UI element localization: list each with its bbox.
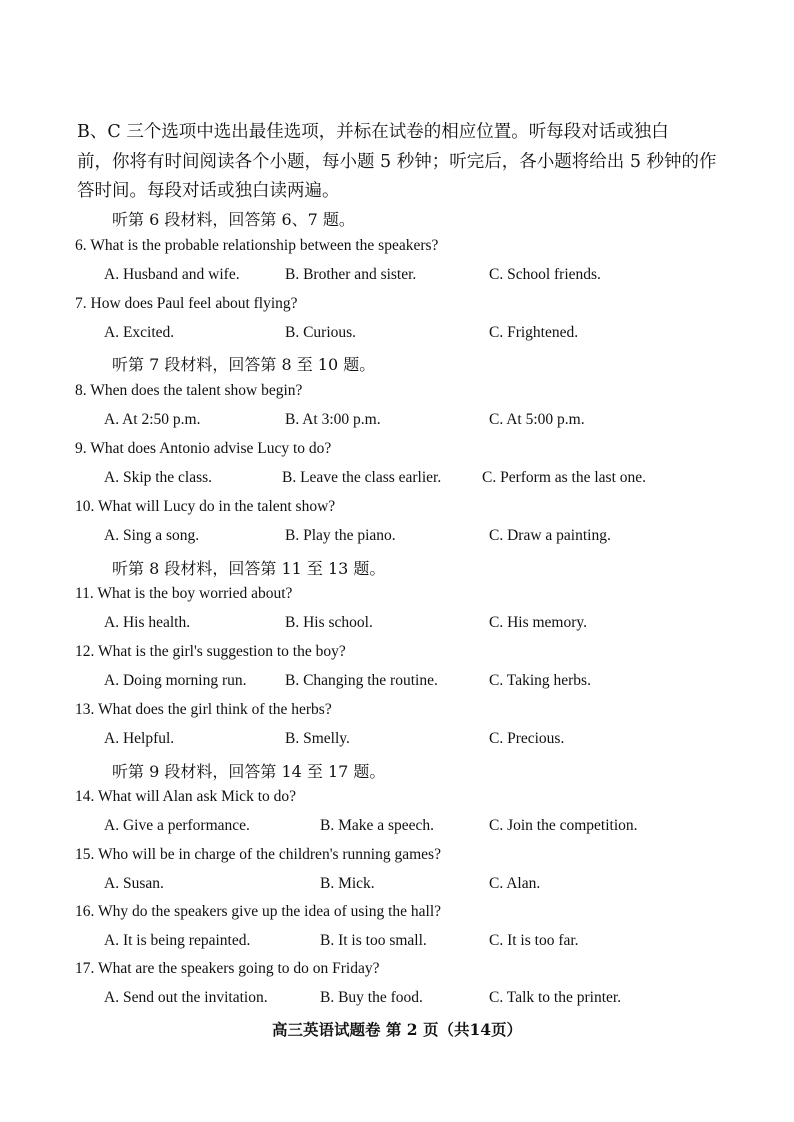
instruction-line: 答时间。每段对话或独白读两遍。 (77, 181, 340, 201)
option-b[interactable]: B. Play the piano. (285, 527, 396, 544)
question-number: 7. (75, 295, 87, 312)
question-number: 12. (75, 643, 95, 660)
question-13 (75, 701, 332, 719)
option-a[interactable]: A. Excited. (104, 324, 175, 341)
option-a[interactable]: A. Sing a song. (104, 527, 200, 544)
option-a[interactable]: A. Husband and wife. (104, 266, 240, 283)
question-text: How does Paul feel about flying? (90, 295, 298, 312)
option-b[interactable]: B. His school. (285, 614, 373, 631)
option-c[interactable]: C. School friends. (489, 266, 601, 283)
question-text: What does the girl think of the herbs? (97, 701, 332, 718)
question-15 (75, 846, 441, 864)
question-text: Why do the speakers give up the idea of using the hall? (97, 903, 442, 920)
section-heading: 听第 6 段材料，回答第 6、7 题。 (112, 210, 355, 229)
question-text: What does Antonio advise Lucy to do? (90, 440, 332, 457)
question-14 (75, 788, 296, 806)
option-c[interactable]: C. Frightened. (489, 324, 579, 341)
instruction-line: 前，你将有时间阅读各个小题，每小题 5 秒钟；听完后，各小题将给出 5 秒钟的作 (77, 151, 717, 172)
page-footer: 高三英语试题卷 第 2 页（共14页） (271, 1020, 523, 1039)
question-8 (75, 382, 302, 400)
option-c[interactable]: C. Perform as the last one. (482, 469, 647, 486)
option-b[interactable]: B. It is too small. (320, 932, 427, 949)
option-b[interactable]: B. Curious. (285, 324, 357, 341)
option-a[interactable]: A. Send out the invitation. (104, 989, 268, 1006)
option-b[interactable]: B. Make a speech. (320, 817, 435, 834)
listening-instructions (77, 118, 717, 207)
option-a[interactable]: A. Helpful. (104, 730, 175, 747)
question-11 (75, 585, 292, 603)
question-text: What is the probable relationship between the speakers? (90, 237, 439, 254)
option-b[interactable]: B. Mick. (320, 875, 375, 892)
option-a[interactable]: A. At 2:50 p.m. (104, 411, 201, 428)
option-c[interactable]: C. His memory. (489, 614, 588, 631)
option-c[interactable]: C. It is too far. (489, 932, 579, 949)
question-10 (75, 498, 335, 516)
question-6 (75, 237, 438, 255)
option-a[interactable]: A. Susan. (104, 875, 164, 892)
option-b[interactable]: B. Leave the class earlier. (282, 469, 442, 486)
question-17 (75, 960, 379, 978)
question-12 (75, 643, 346, 661)
option-a[interactable]: A. Skip the class. (104, 469, 213, 486)
option-a[interactable]: A. It is being repainted. (104, 932, 251, 949)
option-b[interactable]: B. Changing the routine. (285, 672, 438, 689)
option-c[interactable]: C. At 5:00 p.m. (489, 411, 585, 428)
question-text: When does the talent show begin? (90, 382, 303, 399)
option-c[interactable]: C. Taking herbs. (489, 672, 591, 689)
question-number: 16. (75, 903, 95, 920)
option-c[interactable]: C. Draw a painting. (489, 527, 611, 544)
option-b[interactable]: B. At 3:00 p.m. (285, 411, 381, 428)
option-a[interactable]: A. Give a performance. (104, 817, 250, 834)
question-7 (75, 295, 298, 313)
option-c[interactable]: C. Talk to the printer. (489, 989, 622, 1006)
question-number: 14. (75, 788, 95, 805)
option-a[interactable]: A. His health. (104, 614, 191, 631)
question-number: 6. (75, 237, 87, 254)
question-text: What is the boy worried about? (97, 585, 293, 602)
question-text: Who will be in charge of the children's running games? (97, 846, 441, 863)
option-b[interactable]: B. Smelly. (285, 730, 350, 747)
option-a[interactable]: A. Doing morning run. (104, 672, 247, 689)
question-number: 13. (75, 701, 95, 718)
section-heading: 听第 7 段材料，回答第 8 至 10 题。 (112, 355, 376, 374)
question-number: 10. (75, 498, 95, 515)
question-9 (75, 440, 331, 458)
option-c[interactable]: C. Alan. (489, 875, 541, 892)
option-c[interactable]: C. Precious. (489, 730, 565, 747)
section-heading: 听第 8 段材料，回答第 11 至 13 题。 (112, 559, 386, 578)
question-number: 17. (75, 960, 95, 977)
question-number: 8. (75, 382, 87, 399)
question-text: What will Alan ask Mick to do? (97, 788, 297, 805)
option-b[interactable]: B. Brother and sister. (285, 266, 417, 283)
section-heading: 听第 9 段材料，回答第 14 至 17 题。 (112, 762, 386, 781)
question-number: 15. (75, 846, 95, 863)
question-number: 11. (75, 585, 94, 602)
question-text: What are the speakers going to do on Friday? (97, 960, 380, 977)
option-b[interactable]: B. Buy the food. (320, 989, 423, 1006)
question-16 (75, 903, 441, 921)
question-number: 9. (75, 440, 87, 457)
question-text: What is the girl's suggestion to the boy? (97, 643, 346, 660)
option-c[interactable]: C. Join the competition. (489, 817, 638, 834)
instruction-line: B、C 三个选项中选出最佳选项，并标在试卷的相应位置。听每段对话或独白 (77, 122, 669, 142)
question-text: What will Lucy do in the talent show? (97, 498, 336, 515)
